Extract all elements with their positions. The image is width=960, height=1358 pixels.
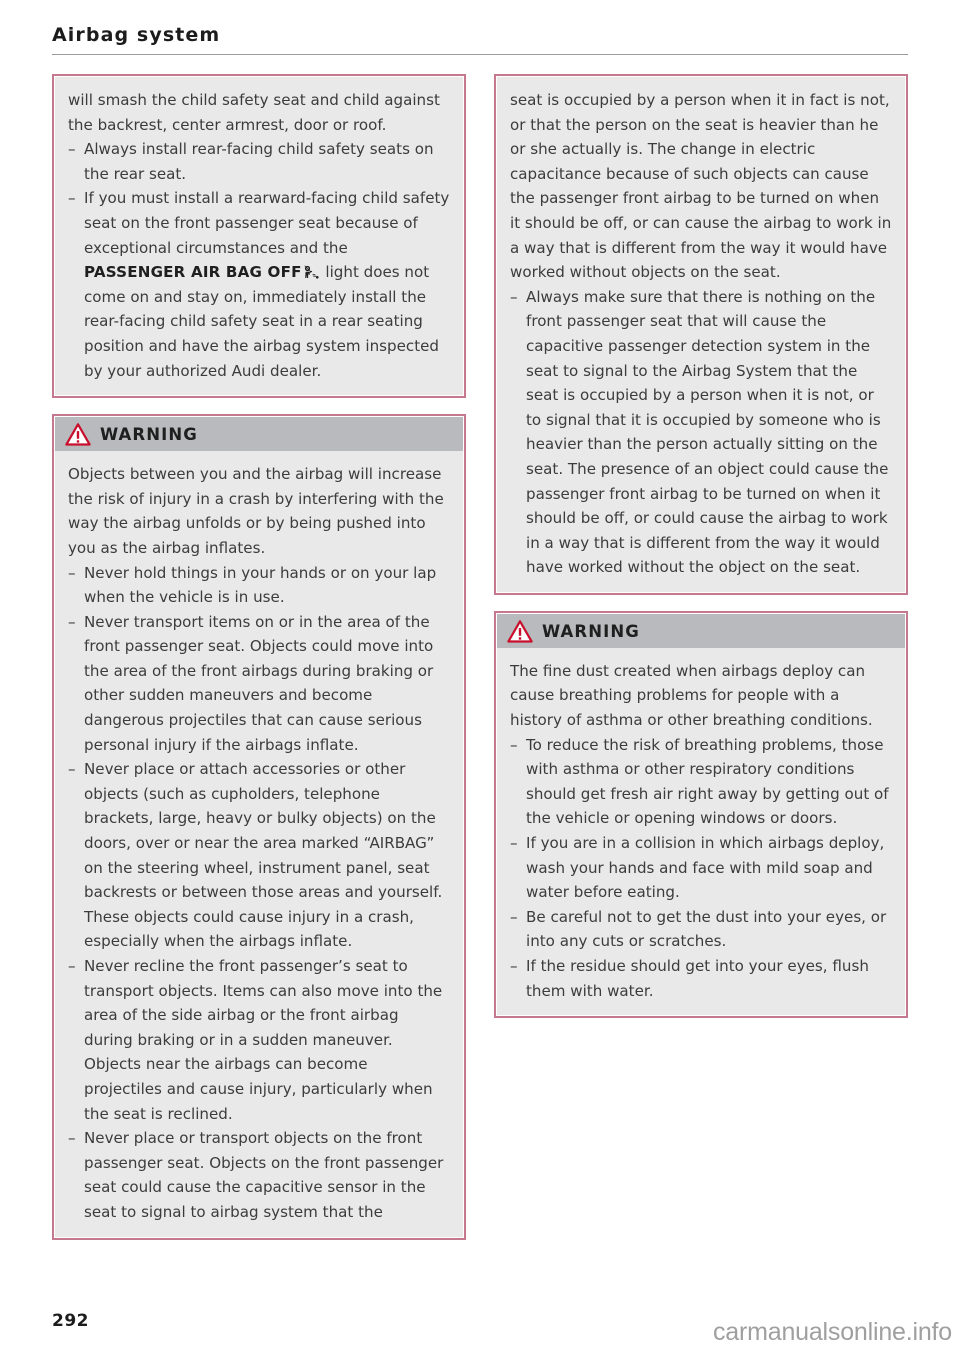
right-continued-warning-box-inner bbox=[496, 76, 906, 593]
list-item-text-before: If you must install a rearward-facing child safety seat on the front passenger seat because of exceptional circumstances and the bbox=[84, 189, 450, 257]
left-column bbox=[52, 74, 466, 1240]
page-number: 292 bbox=[52, 1311, 89, 1331]
left-warning-box bbox=[52, 414, 466, 1239]
page-header bbox=[52, 24, 908, 55]
list-item-text: Always make sure that there is nothing on the front passenger seat that will cause the capacitive passenger detection system in the seat to signal to the Airbag System that the seat is occupied by a person when it is not, or to signal that it is occupied by someone who is heavier than the person actually sitting on the seat. The presence of an object could cause the passenger front airbag to be turned on when it should be off, or could cause the airbag to work in a way that is different from the way it would have worked without the object on the seat. bbox=[526, 287, 889, 577]
dash-bullet: – bbox=[68, 563, 76, 582]
right-warning-body bbox=[497, 648, 905, 1015]
page-title: Airbag system bbox=[52, 24, 221, 46]
list-item-text: Be careful not to get the dust into your eyes, or into any cuts or scratches. bbox=[526, 907, 887, 951]
left-warning-body bbox=[55, 451, 463, 1236]
dash-bullet: – bbox=[510, 735, 518, 754]
list-item-text: Never transport items on or in the area of the front passenger seat. Objects could move into the area of the front airbags during braking or other sudden maneuvers and become dangerous projectiles that can cause serious personal injury if the airbags inflate. bbox=[84, 612, 434, 754]
right-continued-warning-box bbox=[494, 74, 908, 595]
left-continued-warning-body bbox=[55, 77, 463, 395]
warning-heading: WARNING bbox=[542, 621, 640, 641]
list-item-text: Never recline the front passenger’s seat to transport objects. Items can also move into the area of the side airbag or the front airbag during braking or in a sudden maneuver. Objects near the airbags can become projectiles and cause injury, particularly when the seat is reclined. bbox=[84, 957, 443, 1123]
list-item bbox=[510, 285, 892, 580]
right-warning-box-inner bbox=[496, 613, 906, 1016]
right-warning-list bbox=[510, 733, 892, 1004]
paragraph: Objects between you and the airbag will increase the risk of injury in a crash by interfering with the way the airbag unfolds or by being pushed into you as the airbag inflates. bbox=[68, 465, 444, 557]
list-item bbox=[68, 1126, 450, 1224]
right-warning-box bbox=[494, 611, 908, 1018]
list-item bbox=[68, 137, 450, 186]
passenger-airbag-off-icon bbox=[304, 262, 319, 276]
list-item bbox=[68, 954, 450, 1126]
passenger-air-bag-off-label: PASSENGER AIR BAG OFF bbox=[84, 263, 302, 282]
dash-bullet: – bbox=[68, 140, 76, 159]
left-warning-box-inner bbox=[54, 416, 464, 1237]
dash-bullet: – bbox=[68, 189, 76, 208]
list-item bbox=[68, 610, 450, 758]
list-item-text: Always install rear-facing child safety seats on the rear seat. bbox=[84, 140, 434, 183]
right-warning-header bbox=[497, 614, 905, 648]
site-watermark: carmanualsonline.info bbox=[712, 1318, 952, 1346]
list-item bbox=[68, 561, 450, 610]
dash-bullet: – bbox=[510, 834, 518, 853]
paragraph: will smash the child safety seat and child against the backrest, center armrest, door or roof. bbox=[68, 91, 440, 134]
left-continued-warning-box-inner bbox=[54, 76, 464, 396]
dash-bullet: – bbox=[510, 957, 518, 975]
list-item-text: If you are in a collision in which airbags deploy, wash your hands and face with mild soap and water before eating. bbox=[526, 834, 885, 902]
dash-bullet: – bbox=[68, 1129, 76, 1148]
list-item-text: If the residue should get into your eyes, flush them with water. bbox=[526, 957, 869, 1000]
warning-triangle-icon bbox=[65, 423, 91, 446]
list-item bbox=[68, 757, 450, 954]
left-continued-warning-box bbox=[52, 74, 466, 398]
list-item bbox=[68, 186, 450, 383]
warning-triangle-icon bbox=[507, 620, 533, 643]
right-continued-list bbox=[510, 285, 892, 580]
paragraph: seat is occupied by a person when it in fact is not, or that the person on the seat is heavier than he or she actually is. The change in electric capacitance because of such objects can cause the passenger front airbag to be turned on when it should be off, or can cause the airbag to work in a way that is different from the way it would have worked without objects on the seat. bbox=[510, 91, 892, 282]
right-continued-warning-body bbox=[497, 77, 905, 592]
left-warning-list bbox=[68, 561, 450, 1225]
list-item-text: Never place or attach accessories or other objects (such as cupholders, telephone brackets, large, heavy or bulky objects) on the doors, over or near the area marked “AIRBAG” on the steering wheel, instrument panel, seat backrests or between those areas and yourself. These objects could cause injury in a crash, especially when the airbags inflate. bbox=[84, 760, 443, 951]
list-item bbox=[510, 831, 892, 905]
header-divider bbox=[52, 54, 908, 55]
two-column-body bbox=[52, 74, 908, 1240]
list-item bbox=[510, 905, 892, 954]
list-item-text-after: light does not come on and stay on, immediately install the rear-facing child safety seat in a rear seating position and have the airbag system inspected by your authorized Audi dealer. bbox=[84, 263, 439, 380]
dash-bullet: – bbox=[510, 907, 518, 926]
list-item bbox=[510, 733, 892, 831]
list-item bbox=[510, 954, 892, 1003]
dash-bullet: – bbox=[68, 612, 76, 631]
list-item-text: To reduce the risk of breathing problems, those with asthma or other respiratory conditions should get fresh air right away by getting out of the vehicle or opening windows or doors. bbox=[526, 735, 889, 828]
list-item-text: Never place or transport objects on the front passenger seat. Objects on the front passenger seat could cause the capacitive sensor in the seat to signal to airbag system that the bbox=[84, 1129, 444, 1221]
dash-bullet: – bbox=[68, 957, 76, 975]
list-item-text: Never hold things in your hands or on your lap when the vehicle is in use. bbox=[84, 563, 437, 607]
warning-heading: WARNING bbox=[100, 425, 198, 445]
paragraph: The fine dust created when airbags deploy can cause breathing problems for people with a history of asthma or other breathing conditions. bbox=[510, 661, 873, 730]
left-warning-header bbox=[55, 417, 463, 451]
left-continued-list bbox=[68, 137, 450, 383]
dash-bullet: – bbox=[510, 287, 518, 306]
dash-bullet: – bbox=[68, 760, 76, 779]
right-column bbox=[494, 74, 908, 1018]
